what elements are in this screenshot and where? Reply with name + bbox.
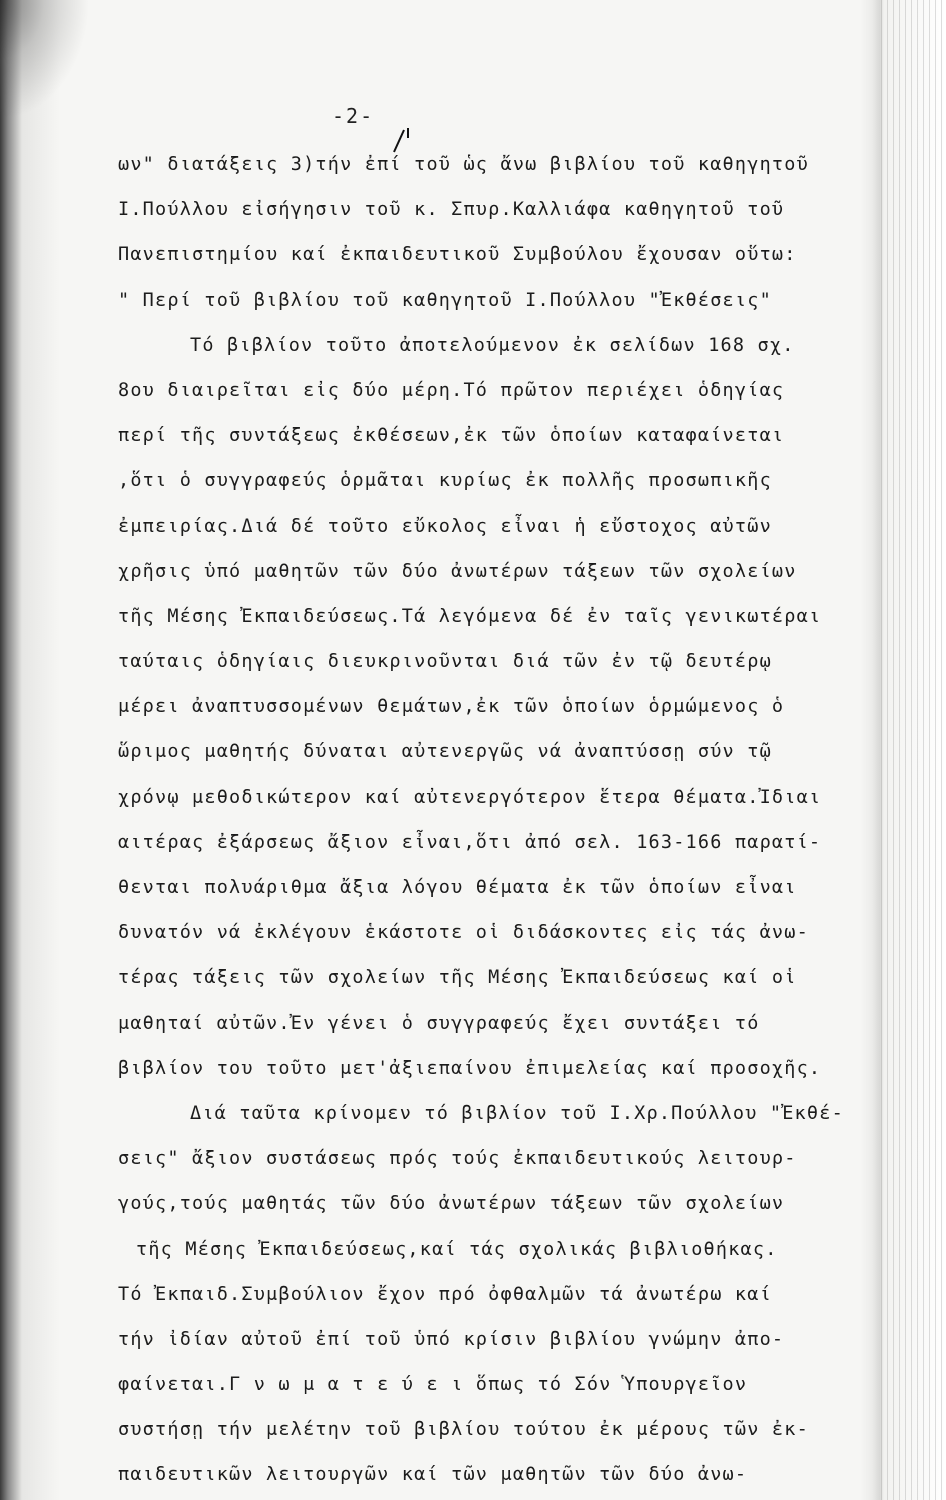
text-line: ὥριμος μαθητής δύναται αὐτενεργῶς νά ἀναπτύσσῃ σύν τῷ [118, 741, 772, 763]
text-line: αιτέρας ἐξάρσεως ἄξιον εἶναι,ὅτι ἀπό σελ. 163-166 παρατί- [118, 831, 822, 853]
text-line: σεις" ἄξιον συστάσεως πρός τούς ἐκπαιδευτικούς λειτουρ- [118, 1148, 797, 1170]
text-line: χρόνῳ μεθοδικώτερον καί αὐτενεργότερον ἕτερα θέματα.Ἰδιαι [118, 786, 822, 808]
text-line: συστήσῃ τήν μελέτην τοῦ βιβλίου τούτου ἐκ μέρους τῶν ἐκ- [118, 1419, 809, 1441]
text-line: 8ου διαιρεῖται εἰς δύο μέρη.Τό πρῶτον περιέχει ὁδηγίας [118, 379, 785, 401]
text-line: περί τῆς συντάξεως ἐκθέσεων,ἐκ τῶν ὁποίων καταφαίνεται [118, 425, 785, 447]
text-line: παιδευτικῶν λειτουργῶν καί τῶν μαθητῶν τῶν δύο ἀνω- [118, 1464, 748, 1486]
text-line: χρῆσις ὑπό μαθητῶν τῶν δύο ἀνωτέρων τάξεων τῶν σχολείων [118, 560, 797, 582]
text-line: τῆς Μέσης Ἐκπαιδεύσεως,καί τάς σχολικάς βιβλιοθήκας. [136, 1238, 778, 1260]
text-line: τέρας τάξεις τῶν σχολείων τῆς Μέσης Ἐκπαιδεύσεως καί οἱ [118, 967, 797, 989]
text-line: Τό Ἐκπαιδ.Συμβούλιον ἔχον πρό ὀφθαλμῶν τά ἀνωτέρω καί [118, 1283, 772, 1305]
text-line: μαθηταί αὐτῶν.Ἐν γένει ὁ συγγραφεύς ἔχει συντάξει τό [118, 1012, 760, 1034]
text-line: θενται πολυάριθμα ἄξια λόγου θέματα ἐκ τῶν ὁποίων εἶναι [118, 877, 797, 898]
text-line: ταύταις ὁδηγίαις διευκρινοῦνται διά τῶν ἐν τῷ δευτέρῳ [118, 651, 772, 673]
text-line: ων" διατάξεις 3)τήν ἐπί τοῦ ὡς ἄνω βιβλίου τοῦ καθηγητοῦ [118, 154, 809, 175]
text-line: φαίνεται.Γ ν ω μ α τ ε ύ ε ι ὅπως τό Σόν Ὑπουργεῖον [118, 1374, 748, 1396]
text-line: μέρει ἀναπτυσσομένων θεμάτων,ἐκ τῶν ὁποίων ὁρμώμενος ὁ [118, 696, 785, 718]
page-number: -2- [332, 104, 375, 128]
text-line: τήν ἰδίαν αὐτοῦ ἐπί τοῦ ὑπό κρίσιν βιβλίου γνώμην ἀπο- [118, 1328, 785, 1350]
corner-shadow [0, 0, 90, 120]
text-line: ,ὅτι ὁ συγγραφεύς ὁρμᾶται κυρίως ἐκ πολλῆς προσωπικῆς [118, 470, 772, 492]
text-line: Τό βιβλίον τοῦτο ἀποτελούμενον ἐκ σελίδων 168 σχ. [190, 334, 795, 356]
text-line: " Περί τοῦ βιβλίου τοῦ καθηγητοῦ Ι.Πούλλου "Ἐκθέσεις" [118, 289, 772, 311]
text-line: ἐμπειρίας.Διά δέ τοῦτο εὔκολος εἶναι ἡ εὔστοχος αὐτῶν [118, 515, 772, 537]
text-line: βιβλίον του τοῦτο μετ'ἀξιεπαίνου ἐπιμελείας καί προσοχῆς. [118, 1057, 822, 1079]
text-line: τῆς Μέσης Ἐκπαιδεύσεως.Τά λεγόμενα δέ ἐν ταῖς γενικωτέραι [118, 605, 822, 627]
text-line: Πανεπιστημίου καί ἐκπαιδευτικοῦ Συμβούλου ἔχουσαν οὕτω: [118, 244, 797, 266]
text-line: Διά ταῦτα κρίνομεν τό βιβλίον τοῦ Ι.Χρ.Πούλλου "Ἐκθέ- [190, 1102, 844, 1124]
stacked-page-edges [876, 0, 946, 1500]
text-line: Ι.Πούλλου εἰσήγησιν τοῦ κ. Σπυρ.Καλλιάφα καθηγητοῦ τοῦ [118, 199, 785, 221]
text-line: γούς,τούς μαθητάς τῶν δύο ἀνωτέρων τάξεων τῶν σχολείων [118, 1193, 785, 1215]
document-body [118, 142, 878, 1498]
text-line: δυνατόν νά ἐκλέγουν ἑκάστοτε οἱ διδάσκοντες εἰς τάς ἀνω- [118, 922, 809, 944]
